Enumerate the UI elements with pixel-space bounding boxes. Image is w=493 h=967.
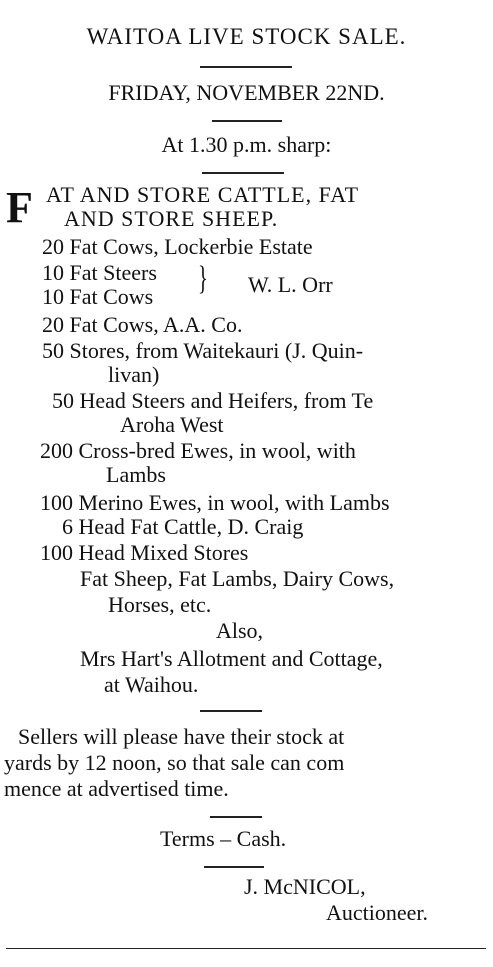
drop-cap: F	[6, 183, 33, 232]
terms: Terms – Cash.	[160, 826, 287, 851]
lot-item: 6 Head Fat Cattle, D. Craig	[62, 514, 304, 539]
lot-item: 100 Merino Ewes, in wool, with Lambs	[40, 490, 390, 515]
divider	[202, 172, 284, 174]
lot-owner: W. L. Orr	[248, 272, 333, 297]
divider	[200, 710, 262, 712]
bottom-rule	[6, 948, 486, 949]
ad-title: WAITOA LIVE STOCK SALE.	[86, 24, 407, 49]
extra-item-cont: at Waihou.	[104, 672, 199, 697]
divider	[212, 120, 282, 122]
divider	[204, 866, 264, 868]
lot-item-cont: Horses, etc.	[108, 592, 212, 617]
lot-item: 50 Stores, from Waitekauri (J. Quin-	[42, 338, 364, 363]
notice-line: Sellers will please have their stock at	[18, 724, 345, 749]
lot-item: 50 Head Steers and Heifers, from Te	[52, 388, 374, 413]
lot-item: 20 Fat Cows, A.A. Co.	[42, 312, 243, 337]
lot-item: 10 Fat Cows	[42, 284, 154, 309]
extra-item: Mrs Hart's Allotment and Cottage,	[80, 646, 383, 671]
sale-time: At 1.30 p.m. sharp:	[161, 132, 332, 157]
lot-item: 20 Fat Cows, Lockerbie Estate	[42, 234, 313, 259]
notice-line: yards by 12 noon, so that sale can com	[4, 750, 345, 775]
lot-item: 10 Fat Steers	[42, 260, 157, 285]
lot-item-cont: livan)	[108, 362, 160, 387]
signature-role: Auctioneer.	[326, 900, 429, 925]
notice-line: mence at advertised time.	[4, 776, 229, 801]
lot-item: Fat Sheep, Fat Lambs, Dairy Cows,	[80, 566, 395, 591]
sale-date: FRIDAY, NOVEMBER 22ND.	[108, 80, 385, 105]
heading-line-2: AND STORE SHEEP.	[64, 206, 279, 231]
divider	[210, 816, 262, 818]
lot-item: 100 Head Mixed Stores	[40, 540, 249, 565]
lot-item: 200 Cross-bred Ewes, in wool, with	[40, 438, 356, 463]
lot-item-cont: Lambs	[106, 462, 166, 487]
lot-item-cont: Aroha West	[120, 412, 224, 437]
heading-line-1: AT AND STORE CATTLE, FAT	[46, 182, 360, 207]
brace: }	[198, 260, 208, 297]
divider	[200, 66, 292, 68]
signature: J. McNICOL,	[244, 874, 366, 899]
also-label: Also,	[216, 618, 264, 643]
